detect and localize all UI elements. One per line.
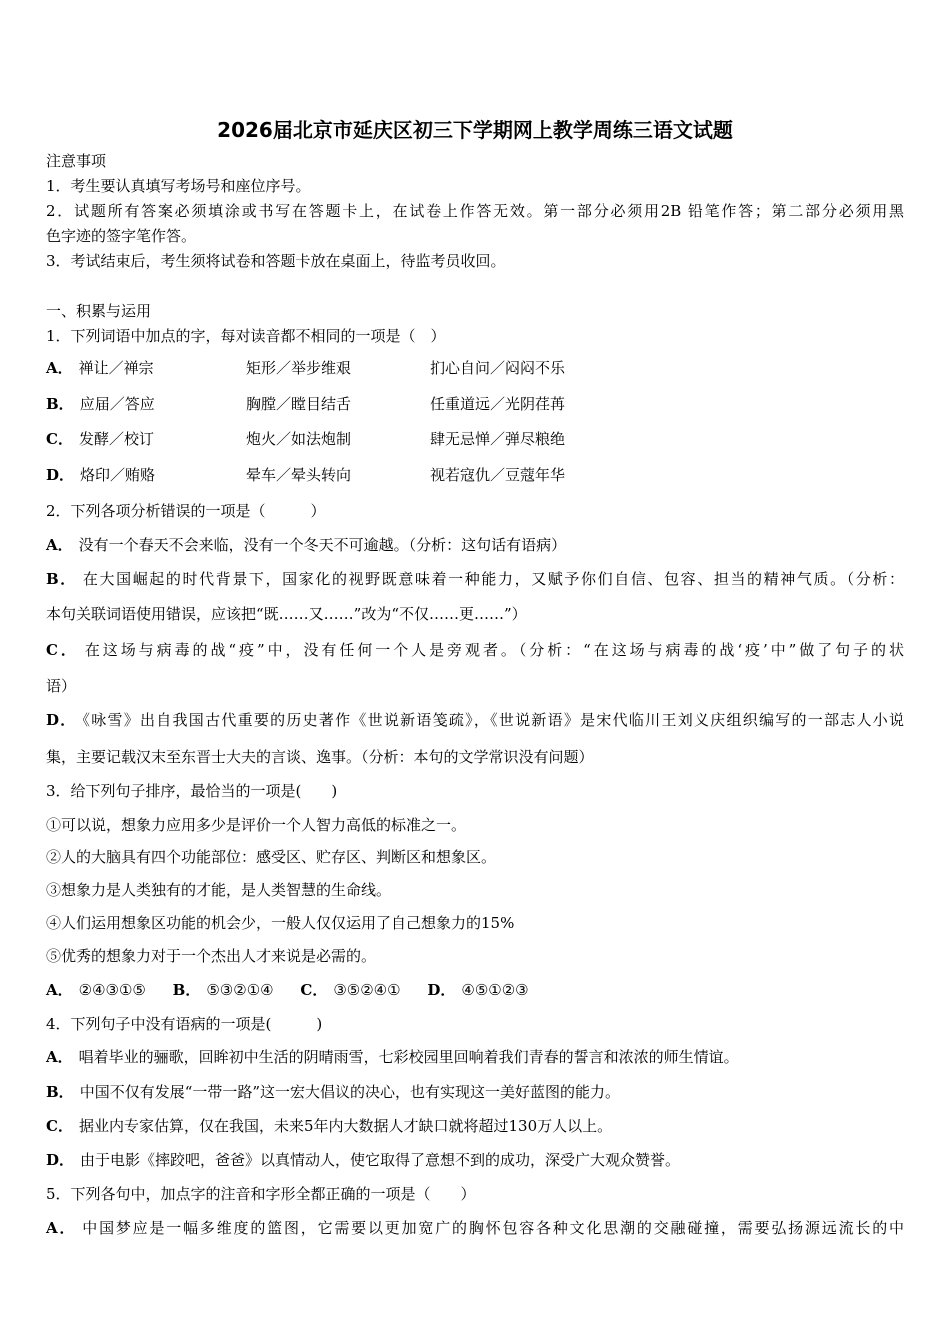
q1-option-c: C． 发酵／校订 炮火／如法炮制 肆无忌惮／弹尽粮绝 [46, 430, 566, 448]
q1-option-b: B． 应届／答应 胸膛／瞠目结舌 任重道远／光阴荏苒 [46, 395, 566, 413]
notice-item: 1．考生要认真填写考场号和座位序号。 [46, 177, 311, 195]
q4-stem: 4．下列句子中没有语病的一项是( ) [46, 1015, 323, 1033]
q5-option-a: A． 中国梦应是一幅多维度的篮图，它需要以更加宽广的胸怀包容各种文化思潮的交融碰撞，需要弘扬源远流长的中 [46, 1219, 905, 1237]
notice-heading: 注意事项 [46, 152, 107, 170]
q2-option-c: C． 在这场与病毒的战“疫”中，没有任何一个人是旁观者。（分析：“在这场与病毒的战‘疫’中”做了句子的状 [46, 641, 904, 659]
notice-item: 色字迹的签字笔作答。 [46, 227, 197, 245]
q2-option-b: B． 在大国崛起的时代背景下，国家化的视野既意味着一种能力，又赋予你们自信、包容、担当的精神气质。（分析： [46, 570, 904, 588]
q2-option-d: D． 《咏雪》出自我国古代重要的历史著作《世说新语笺疏》，《世说新语》是宋代临川王刘义庆组织编写的一部志人小说 [46, 711, 904, 729]
q3-stem: 3．给下列句子排序，最恰当的一项是( ) [46, 782, 338, 800]
q3-sentence: ④人们运用想象区功能的机会少，一般人仅仅运用了自己想象力的15% [46, 914, 515, 932]
q4-option-b: B． 中国不仅有发展“一带一路”这一宏大倡议的决心，也有实现这一美好蓝图的能力。 [46, 1083, 621, 1101]
q2-stem: 2．下列各项分析错误的一项是（ ） [46, 502, 326, 520]
q3-sentence: ③想象力是人类独有的才能，是人类智慧的生命线。 [46, 881, 392, 899]
q1-option-a: A． 禅让／禅宗 矩形／举步维艰 扪心自问／闷闷不乐 [46, 359, 566, 377]
q4-option-c: C． 据业内专家估算，仅在我国，未来5年内大数据人才缺口就将超过130万人以上。 [46, 1117, 613, 1135]
notice-item: 2．试题所有答案必须填涂或书写在答题卡上，在试卷上作答无效。第一部分必须用2B 铅笔作答；第二部分必须用黑 [46, 202, 904, 220]
notice-item: 3．考试结束后，考生须将试卷和答题卡放在桌面上，待监考员收回。 [46, 252, 506, 270]
q2-option-b-cont: 本句关联词语使用错误，应该把“既……又……”改为“不仅……更……”） [46, 605, 527, 623]
q3-options: A． ②④③①⑤ B． ⑤③②①④ C． ③⑤②④① D． ④⑤①②③ [46, 981, 529, 999]
q2-option-d-cont: 集，主要记载汉末至东晋士大夫的言谈、逸事。（分析：本句的文学常识没有问题） [46, 748, 594, 766]
q3-sentence: ①可以说，想象力应用多少是评价一个人智力高低的标准之一。 [46, 816, 467, 834]
q4-option-d: D． 由于电影《摔跤吧，爸爸》以真情动人，使它取得了意想不到的成功，深受广大观众赞誉。 [46, 1151, 681, 1169]
q4-option-a: A． 唱着毕业的骊歌，回眸初中生活的阴晴雨雪，七彩校园里回响着我们青春的誓言和浓浓的师生情谊。 [46, 1048, 739, 1066]
q3-sentence: ⑤优秀的想象力对于一个杰出人才来说是必需的。 [46, 947, 377, 965]
q2-option-a: A． 没有一个春天不会来临，没有一个冬天不可逾越。（分析：这句话有语病） [46, 536, 567, 554]
page-title: 2026届北京市延庆区初三下学期网上教学周练三语文试题 [217, 118, 733, 142]
q5-stem: 5．下列各句中，加点字的注音和字形全都正确的一项是（ ） [46, 1185, 476, 1203]
q1-option-d: D． 烙印／贿赂 晕车／晕头转向 视若寇仇／豆蔻年华 [46, 466, 566, 484]
q3-sentence: ②人的大脑具有四个功能部位：感受区、贮存区、判断区和想象区。 [46, 848, 497, 866]
q2-option-c-cont: 语） [46, 677, 77, 695]
section-heading: 一、积累与运用 [46, 302, 152, 320]
q1-stem: 1．下列词语中加点的字，每对读音都不相同的一项是（ ） [46, 327, 446, 345]
